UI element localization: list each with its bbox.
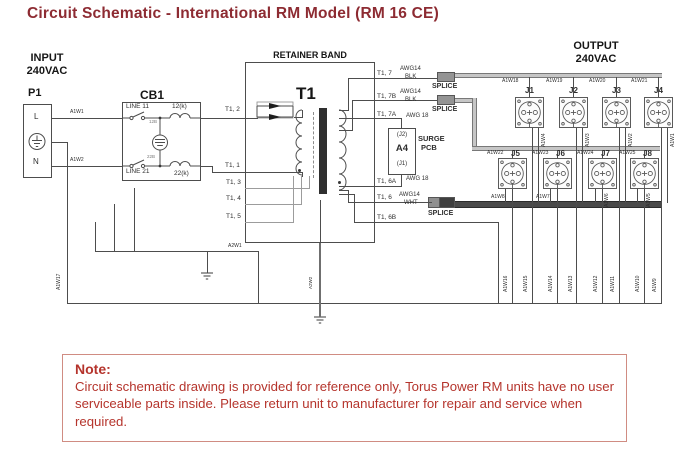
wire-segment [95,251,259,252]
wire-label: A1W8 [491,194,505,200]
outlet-j8 [630,158,659,189]
wire-label: AWG 18 [406,113,429,119]
wire-segment [637,189,638,203]
wire-label: A1W16 [503,275,509,292]
wire-label: A1W22 [487,150,504,156]
wire-label: A1W15 [523,275,529,292]
wire-segment [294,117,302,118]
wire-label: A1W1 [70,109,84,115]
wire-segment [661,128,662,304]
wire-segment [625,128,626,203]
wire-label: AWG14 [400,66,421,72]
wire-label: J4 [654,86,663,95]
surge-designator: A4 [395,143,409,154]
splice-block [437,72,455,82]
wire-label: A1W10 [635,275,641,292]
wire-label: A1W6 [604,193,610,207]
wire-label: J7 [601,149,610,158]
wire-label: A1W24 [577,150,594,156]
wire-segment [339,130,353,131]
wire-label: SPLICE [432,106,458,113]
wire-label: J1 [525,86,534,95]
surge-caption-line1: SURGE [418,134,445,143]
wire-label: 12B [149,119,158,124]
wire-segment [348,78,375,79]
wire-label: T1, 1 [225,162,240,169]
wire-segment [602,189,603,304]
wire-segment [51,166,122,167]
retainer-band-label: RETAINER BAND [273,50,347,60]
wire-label: J2 [569,86,578,95]
wire-label: A1W17 [56,273,62,290]
surge-top-connector: (J2) [396,132,408,138]
input-heading [8,52,86,78]
output-heading-line1: OUTPUT [573,40,619,52]
wire-label: A1W11 [610,275,616,292]
wire-label: A1W1 [670,133,676,147]
wire-segment [51,118,122,119]
wire-label: J6 [556,149,565,158]
wire-label: A1W14 [548,275,554,292]
wire-label: T1, 7A [377,111,397,118]
wire-segment [557,189,558,304]
wire-segment [401,118,402,129]
wire-segment [320,200,321,244]
wire-label: A1W4 [541,133,547,147]
wire-segment [51,142,68,143]
wire-segment [67,303,662,304]
wire-segment [207,251,208,273]
note-heading: Note: [75,361,111,377]
outlet-j4 [644,97,673,128]
wire-label: J8 [643,149,652,158]
primary-winding-icon [295,108,309,178]
wire-segment [301,176,302,205]
wire-segment [354,222,375,223]
wire-segment [354,194,355,223]
wire-segment [348,78,349,111]
wire-label: A1W5 [646,193,652,207]
wire-label: A1W13 [568,275,574,292]
wire-segment [498,222,499,304]
wire-label: A1W9 [652,278,658,292]
wire-label: A1W2 [628,133,634,147]
transformer-core [319,108,327,194]
wire-label: T1, 7B [377,93,397,100]
wire-label: SPLICE [428,210,454,217]
wire-label: BLK [405,74,417,80]
breaker-pole2-terminal: 22(k) [174,170,189,177]
wire-label: A1W20 [589,78,606,84]
wire-segment [595,189,596,203]
note-body: Circuit schematic drawing is provided for reference only, Torus Power RM units have no user serviceable parts inside. Please return unit to manufacturer for repair and service when required. [75,379,614,429]
wire-label: AWG14 [400,89,421,95]
wire-segment [339,110,349,111]
wire-label: T1, 6B [377,214,397,221]
wire-label: T1, 5 [226,213,241,220]
wire-label: A1W21 [631,78,648,84]
wire-label: T1, 2 [225,106,240,113]
wire-label: 22B [147,154,156,159]
terminal-n-label: N [33,157,39,166]
input-heading-line1: INPUT [30,52,64,64]
splice-block [437,95,455,105]
wire-label: A1W7 [536,194,550,200]
breaker-pole1-terminal: 12(k) [172,103,187,110]
wire-label: J3 [612,86,621,95]
wire-label: WHT [404,200,418,206]
bus-wire-light [455,98,473,103]
polarity-dot [338,181,341,184]
wire-label: SPLICE [432,83,458,90]
wire-label: A1W23 [532,150,549,156]
terminal-l-label: L [34,112,39,121]
output-heading [556,40,636,66]
earth-ground-icon [28,132,46,151]
wire-label: A1W2 [70,157,84,163]
wire-segment [339,118,375,119]
wire-label: T1, 4 [226,195,241,202]
wire-label: A1W3 [585,133,591,147]
outlet-j1 [515,97,544,128]
wire-label: A1W25 [619,150,636,156]
chassis-ground-icon [312,316,328,326]
transformer-name: T1 [296,84,316,103]
breaker-pole1-label: LINE 11 [126,103,150,110]
wire-segment [512,189,513,304]
outlet-j2 [559,97,588,128]
wire-segment [644,189,645,304]
page-title: Circuit Schematic - International RM Model (RM 16 CE) [27,5,439,22]
wire-label: T1, 7 [377,70,392,77]
wire-segment [352,100,375,101]
breaker-pole2-label: LINE 21 [126,168,150,175]
wire-segment [352,100,353,131]
input-connector-label: P1 [28,87,42,99]
wire-segment [375,186,402,187]
output-heading-line2: 240VAC [575,53,617,66]
wire-segment [245,222,294,223]
winding-tap-divider [313,112,314,178]
wire-segment [550,189,551,203]
surge-bottom-connector: (J1) [396,161,408,167]
wire-segment [505,189,506,203]
wire-label: A2W1 [228,243,242,249]
wire-label: A1W12 [593,275,599,292]
outlet-j3 [602,97,631,128]
wire-segment [200,118,258,119]
wire-segment [134,188,135,252]
wire-segment [538,128,539,203]
breaker-name: CB1 [140,88,165,102]
outlet-j5 [498,158,527,189]
note-box [62,354,627,442]
wire-segment [258,251,259,304]
input-heading-line2: 240VAC [26,65,68,78]
wire-label: J5 [511,149,520,158]
wire-segment [114,204,115,252]
wire-segment [319,243,321,317]
wire-segment [245,188,309,189]
wire-segment [293,176,294,223]
wire-label: T1, 6 [377,194,392,201]
wire-segment [339,186,375,187]
wire-label: A1W18 [502,78,519,84]
wire-segment [375,222,498,223]
surge-caption-line2: PCB [421,143,437,152]
wire-label: A2W2 [308,276,313,289]
wire-segment [67,142,68,304]
wire-segment [348,202,375,203]
outlet-j6 [543,158,572,189]
wire-label: AWG 18 [406,176,429,182]
wire-label: T1, 6A [377,178,397,185]
wire-segment [302,110,303,118]
wire-segment [582,128,583,203]
outlet-j7 [588,158,617,189]
wire-label: A1W19 [546,78,563,84]
thermal-fuse-icon [254,100,296,120]
splice-block [439,197,455,208]
wire-segment [212,172,303,173]
wire-segment [339,194,355,195]
wire-label: BLK [405,97,417,103]
wire-segment [95,222,96,252]
wire-label: T1, 3 [226,179,241,186]
wire-segment [309,176,310,189]
secondary-winding-icon [334,106,348,196]
wire-label: AWG14 [399,192,420,198]
earth-ground-icon [199,272,215,282]
wire-segment [667,128,668,203]
bus-wire-light [472,98,477,150]
